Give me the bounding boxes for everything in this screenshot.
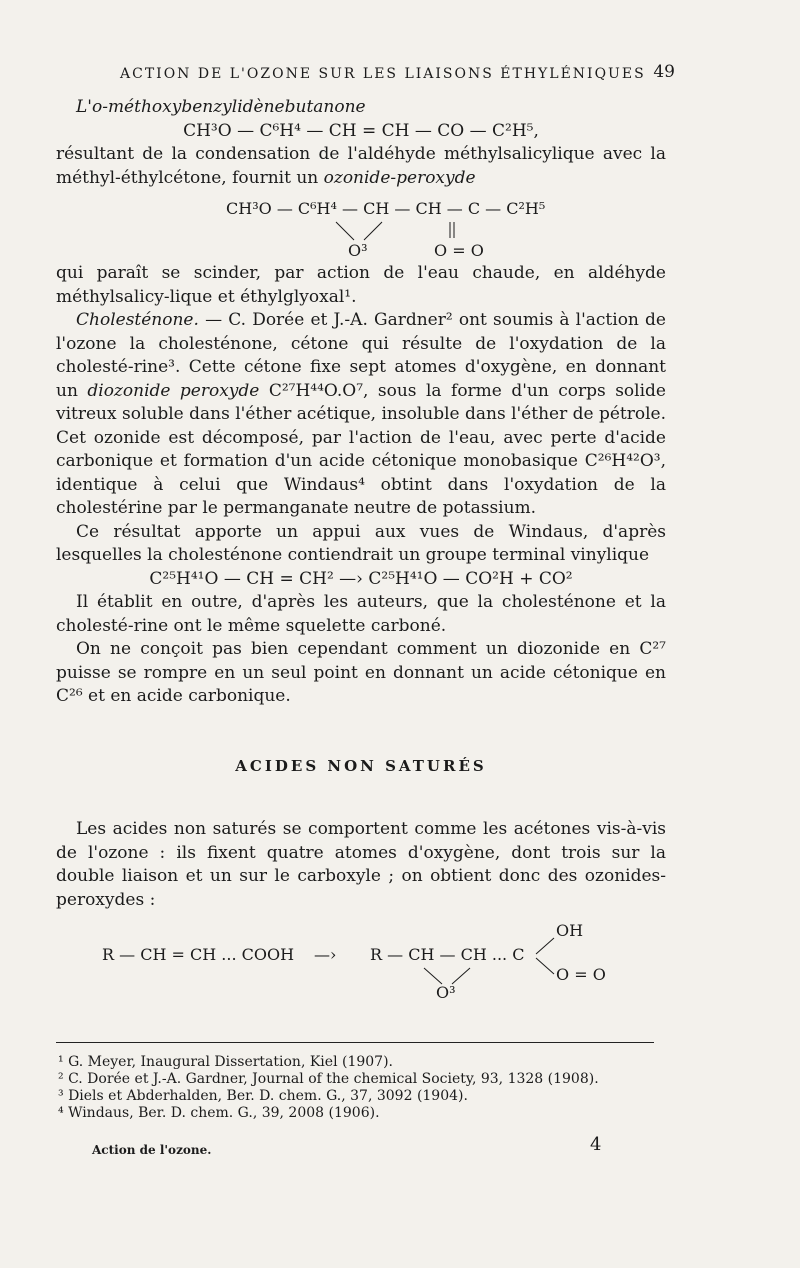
formula-4-left: R — CH = CH ... COOH xyxy=(102,945,295,964)
signature-mark: 4 xyxy=(590,1134,602,1155)
paragraph-1: résultant de la condensation de l'aldéhyde méthylsalicylique avec la méthyl-éthylcétone, fournit un ozonide-peroxyde xyxy=(56,144,666,188)
term-ozonide-peroxyde: ozonide-peroxyde xyxy=(323,167,476,188)
footnotes xyxy=(58,1054,658,1122)
footer-title: Action de l'ozone. xyxy=(92,1143,212,1157)
bond-line xyxy=(536,958,554,974)
formula-2-o3: O³ xyxy=(348,241,368,258)
formula-1: CH³O — C⁶H⁴ — CH = CH — CO — C²H⁵, xyxy=(183,120,539,141)
footnote-1: ¹ G. Meyer, Inaugural Dissertation, Kiel (1907). xyxy=(58,1054,393,1070)
header-title: ACTION DE L'OZONE SUR LES LIAISONS ÉTHYLÉNIQUES xyxy=(120,66,646,82)
bond-line xyxy=(536,938,554,954)
footnote-2: ² C. Dorée et J.-A. Gardner, Journal of the chemical Society, 93, 1328 (1908). xyxy=(58,1071,599,1087)
term-diozonide: diozonide peroxyde xyxy=(87,380,260,401)
running-header xyxy=(120,62,675,82)
paragraph-6: On ne conçoit pas bien cependant comment un diozonide en C²⁷ puisse se rompre en un seul point en donnant un acide cétonique en C²⁶ et en acide carbonique. xyxy=(56,639,666,706)
formula-3: C²⁵H⁴¹O — CH = CH² —› C²⁵H⁴¹O — CO²H + CO² xyxy=(149,568,573,589)
section-title: ACIDES NON SATURÉS xyxy=(235,756,487,775)
formula-4 xyxy=(56,918,666,1000)
cholestenone-heading: Cholesténone. xyxy=(76,310,199,330)
paragraph-2: qui paraît se scinder, par action de l'eau chaude, en aldéhyde méthylsalicy-lique et éthylglyoxal¹. xyxy=(56,263,666,307)
footnote-3: ³ Diels et Abderhalden, Ber. D. chem. G., 37, 3092 (1904). xyxy=(58,1088,468,1104)
paragraph-4: Ce résultat apporte un appui aux vues de Windaus, d'après lesquelles la cholesténone contiendrait un groupe terminal vinylique xyxy=(56,521,666,565)
formula-4-arrow: —› xyxy=(314,945,337,964)
formula-4-right: R — CH — CH ... C xyxy=(370,945,525,964)
paragraph-3: Cholesténone. — C. Dorée et J.-A. Gardner² ont soumis à l'action de l'ozone la cholesténone, cétone qui résulte de l'oxydation de la cholesté-rine³. Cette cétone fixe sept atomes d'oxygène, en donnant un diozonide peroxyde C²⁷H⁴⁴O.O⁷, sous la forme d'un corps solide vitreux soluble dans l'éther acétique, insoluble dans l'éther de pétrole. Cet ozonide est décomposé, par l'action de l'eau, avec perte d'acide carbonique et formation d'un acide cétonique monobasique C²⁶H⁴²O³, identique à celui que Windaus⁴ obtint dans l'oxydation de la cholestérine par le permanganate neutre de potassium. xyxy=(56,310,666,518)
bond-line xyxy=(424,968,442,984)
footnote-4: ⁴ Windaus, Ber. D. chem. G., 39, 2008 (1906). xyxy=(58,1105,380,1121)
bond-line xyxy=(336,222,354,240)
bond-line xyxy=(452,968,470,984)
body-text xyxy=(56,96,666,1000)
page-number: 49 xyxy=(653,62,675,82)
paragraph-7: Les acides non saturés se comportent comme les acétones vis-à-vis de l'ozone : ils fixent quatre atomes d'oxygène, dont trois sur la double liaison et un sur le carboxyle ; on obtient donc des ozonides-peroxydes : xyxy=(56,819,666,910)
formula-2-oo: O = O xyxy=(434,241,484,258)
formula-2-main: CH³O — C⁶H⁴ — CH — CH — C — C²H⁵ xyxy=(226,199,546,218)
formula-4-o3: O³ xyxy=(436,983,456,1000)
bond-line xyxy=(364,222,382,240)
compound-heading: L'o-méthoxybenzylidènebutanone xyxy=(76,97,366,117)
paragraph-5: Il établit en outre, d'après les auteurs, que la cholesténone et la cholesté-rine ont le même squelette carboné. xyxy=(56,592,666,636)
formula-2 xyxy=(56,196,666,258)
footnote-rule xyxy=(56,1042,654,1043)
formula-4-oo: O = O xyxy=(556,965,606,984)
formula-4-oh: OH xyxy=(556,921,584,940)
